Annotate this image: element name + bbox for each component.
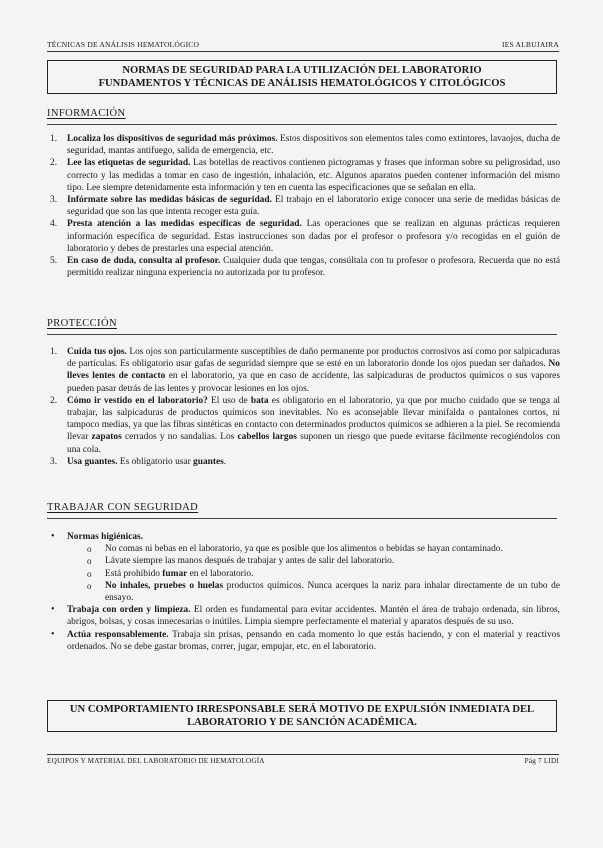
list-item	[47, 456, 560, 468]
item-text: Estos dispositivos son elementos tales como extintores, lavaojos, ducha de seguridad, mantas antifuego, salida de emergencia, etc.	[67, 134, 560, 157]
item-bold: fumar	[162, 568, 188, 579]
item-number: 4.	[50, 219, 58, 230]
list-item	[47, 395, 560, 456]
item-bold: Infórmate sobre las medidas básicas de seguridad.	[67, 195, 272, 206]
item-number: 2.	[50, 158, 58, 169]
footer-rule	[47, 754, 559, 755]
item-text: es obligatorio en el laboratorio, ya que por mucho cuidado que se tenga al trabajar, las salpicaduras de productos químicos son inevitables. No es aconsejable llevar minifalda o pantalones cortos, ni tampoco medias, ya que las fibras sintéticas en contacto con determinados productos químicos se adhieren a la piel. Se recomienda llevar	[67, 395, 560, 443]
title-line-1: NORMAS DE SEGURIDAD PARA LA UTILIZACIÓN DEL LABORATORIO	[122, 65, 482, 76]
item-text: El orden es fundamental para evitar accidentes. Mantén el área de trabajo ordenada, sin libros, abrigos, bolsas, y cosas innecesarias o inútiles. Limpia siempre perfectamente el material y aparatos después de su uso.	[67, 605, 561, 628]
item-bold: Localiza los dispositivos de seguridad más próximos.	[67, 134, 278, 144]
header-rule	[47, 51, 559, 52]
warning-box	[47, 700, 557, 732]
item-text: suponen un riesgo que puede evitarse fácilmente recogiéndolos con una cola.	[67, 432, 561, 455]
item-text: en el laboratorio, ya que en caso de accidente, las salpicaduras de productos químicos o sus vapores pueden pasar detrás de las lentes y provocar lesiones en los ojos.	[67, 371, 560, 394]
item-number: 1.	[50, 134, 58, 144]
item-bold: zapatos	[91, 432, 122, 443]
item-text: cerrados y no sandalias. Los	[121, 432, 238, 443]
circle-bullet-icon: o	[87, 568, 92, 579]
title-box	[47, 60, 557, 94]
circle-bullet-icon: o	[87, 544, 92, 555]
bullet-icon: •	[51, 628, 55, 640]
item-number: 1.	[50, 347, 58, 357]
item-number: 5.	[50, 256, 58, 267]
item-text: Trabaja sin prisas, pensando en cada momento lo que estás haciendo, y con el material y reactivos ordenados. No se debe gastar bromas, correr, jugar, empujar, etc. en el laboratorio.	[67, 629, 560, 652]
item-bold: bata	[250, 395, 269, 406]
section-rule-proteccion	[47, 334, 557, 335]
section-heading-informacion: INFORMACIÓN	[47, 108, 126, 119]
item-number: 2.	[50, 395, 58, 406]
item-text: Las operaciones que se realizan en algunas prácticas requieren información específica de seguridad. Estas instrucciones son dadas por el profesor o profesora y/o recogidas en el guión de laboratorio y debes de prestarles una especial atención.	[67, 219, 560, 254]
bullet-icon: •	[51, 531, 55, 542]
item-text: en el laboratorio.	[187, 568, 254, 579]
list-item	[47, 218, 560, 255]
bullet-icon: •	[51, 604, 55, 616]
proteccion-list	[47, 346, 560, 468]
item-text: No comas ni bebas en el laboratorio, ya que es posible que los alimentos o bebidas se hayan contaminado.	[105, 544, 503, 555]
list-item	[47, 531, 560, 604]
list-item	[47, 255, 560, 279]
item-bold: No lleves lentes de contacto	[67, 359, 560, 382]
item-text: Los ojos son particularmente susceptibles de daño permanente por productos corrosivos así como por salpicaduras de partículas. Es obligatorio usar gafas de seguridad siempre que se esté en un laboratorio donde los ojos puedan ser dañados.	[67, 347, 560, 370]
item-bold: No inhales, pruebes o huelas	[105, 580, 224, 591]
item-bold: Trabaja con orden y limpieza.	[67, 605, 191, 616]
item-bold: Cómo ir vestido en el laboratorio?	[67, 395, 208, 406]
item-text: productos químicos. Nunca acerques la nariz para inhalar directamente de un tubo de ensayo.	[105, 580, 560, 604]
item-bold: Usa guantes.	[67, 456, 118, 467]
list-item	[47, 133, 560, 157]
list-item	[47, 346, 560, 395]
item-bold: guantes	[193, 456, 224, 467]
page-footer	[47, 757, 559, 769]
item-number: 3.	[50, 195, 58, 206]
sub-item	[67, 580, 560, 604]
section-heading-proteccion: PROTECCIÓN	[47, 318, 117, 329]
item-bold: En caso de duda, consulta al profesor.	[67, 256, 221, 267]
trabajar-list	[47, 531, 560, 653]
warning-line-2: LABORATORIO Y DE SANCIÓN ACADÉMICA.	[187, 717, 417, 728]
item-text: El uso de	[207, 395, 251, 406]
item-text: Es obligatorio usar	[117, 456, 194, 467]
header-left: TÉCNICAS DE ANÁLISIS HEMATOLÓGICO	[47, 40, 200, 49]
normas-sublist	[67, 543, 560, 604]
list-item	[47, 157, 560, 194]
list-item	[47, 629, 560, 653]
item-text: Está prohibido	[105, 568, 163, 579]
item-bold: cabellos largos	[237, 432, 297, 443]
informacion-list	[47, 133, 560, 279]
item-number: 3.	[50, 456, 58, 467]
header-right: IES ALBUJAIRA	[502, 40, 559, 49]
item-text: Cualquier duda que tengas, consúltala con tu profesor o profesora. Recuerda que no está permitido realizar ninguna experiencia no autorizada por tu profesor.	[67, 256, 560, 279]
circle-bullet-icon: o	[87, 556, 92, 567]
item-bold: Lee las etiquetas de seguridad.	[67, 158, 191, 169]
item-bold: Normas higiénicas.	[67, 532, 144, 542]
section-heading-trabajar: TRABAJAR CON SEGURIDAD	[47, 502, 199, 513]
warning-line-1: UN COMPORTAMIENTO IRRESPONSABLE SERÁ MOTIVO DE EXPULSIÓN INMEDIATA DEL	[69, 704, 535, 715]
list-item	[47, 604, 560, 628]
sub-item	[67, 568, 560, 580]
item-text: El trabajo en el laboratorio exige conocer una serie de medidas básicas de seguridad que son las que intenta recoger esta guía.	[67, 195, 560, 218]
item-bold: Presta atención a las medidas específicas de seguridad.	[67, 219, 302, 230]
sub-item	[67, 555, 560, 567]
section-rule-trabajar	[47, 518, 557, 519]
title-line-2: FUNDAMENTOS Y TÉCNICAS DE ANÁLISIS HEMATOLÓGICOS Y CITOLÓGICOS	[98, 78, 506, 89]
item-text: Lávate siempre las manos después de trabajar y antes de salir del laboratorio.	[105, 556, 395, 567]
item-bold: Cuida tus ojos.	[67, 347, 127, 357]
circle-bullet-icon: o	[87, 580, 92, 591]
item-text: .	[223, 456, 227, 467]
footer-right: Pág 7 LIDI	[524, 757, 559, 765]
section-rule-informacion	[47, 124, 557, 125]
item-text: Las botellas de reactivos contienen pictogramas y frases que informan sobre su peligrosidad, uso correcto y las medidas a tomar en caso de ingestión, inhalación, etc. Algunos aparatos pueden contener información del mismo tipo. Lee siempre detenidamente esta información y ten en cuenta las especificaciones que se señalan en ella.	[67, 158, 561, 193]
list-item	[47, 194, 560, 218]
footer-left: EQUIPOS Y MATERIAL DEL LABORATORIO DE HEMATOLOGÍA	[47, 757, 265, 765]
item-bold: Actúa responsablemente.	[67, 629, 169, 640]
sub-item	[67, 543, 560, 555]
